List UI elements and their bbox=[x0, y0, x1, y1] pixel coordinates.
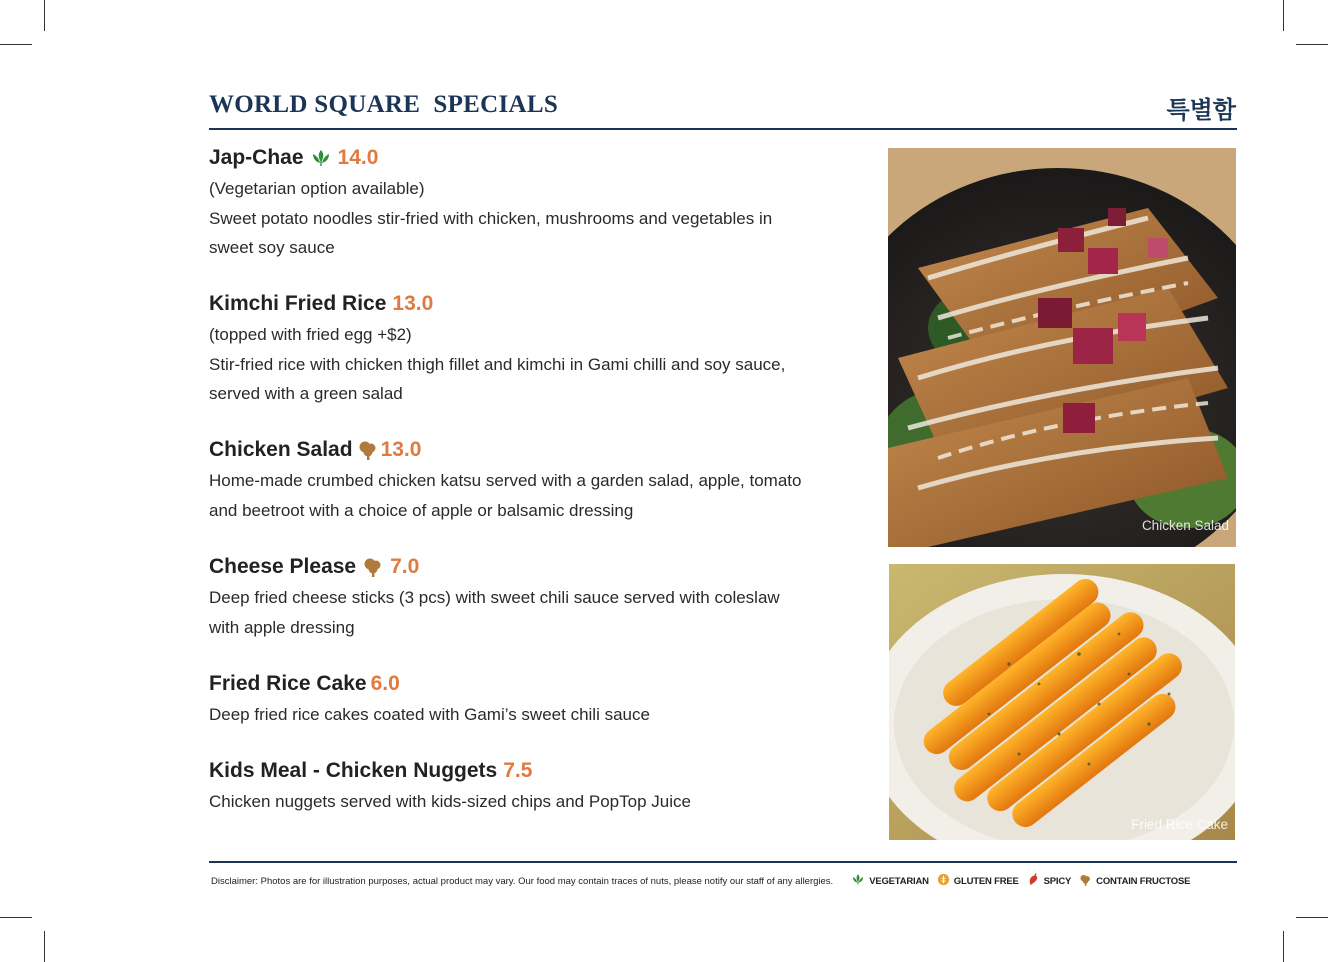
description-line: Chicken nuggets served with kids-sized chips and PopTop Juice bbox=[209, 792, 691, 811]
item-description bbox=[209, 320, 879, 409]
item-name: Kimchi Fried Rice bbox=[209, 292, 387, 315]
description-line: Sweet potato noodles stir-fried with chicken, mushrooms and vegetables in bbox=[209, 208, 773, 228]
item-title bbox=[209, 755, 879, 787]
menu-item bbox=[209, 551, 879, 642]
menu-item bbox=[209, 755, 879, 817]
page-title: WORLD SQUARE SPECIALS bbox=[209, 91, 559, 118]
crop-mark bbox=[0, 44, 32, 45]
legend-spicy bbox=[1027, 873, 1072, 890]
crop-mark bbox=[1296, 917, 1328, 918]
item-title bbox=[209, 551, 879, 583]
item-description bbox=[209, 583, 879, 642]
item-name: Kids Meal - Chicken Nuggets bbox=[209, 759, 498, 782]
item-price: 14.0 bbox=[337, 146, 379, 169]
gluten-free-icon bbox=[937, 873, 950, 889]
photo-caption: Fried Rice Cake bbox=[1131, 817, 1228, 832]
fried-rice-cake-image bbox=[889, 564, 1235, 840]
item-title bbox=[209, 288, 879, 320]
crop-mark bbox=[0, 917, 32, 918]
item-title bbox=[209, 142, 879, 174]
crop-mark bbox=[1283, 931, 1284, 962]
fried-rice-cake-photo bbox=[889, 564, 1235, 840]
legend-label: GLUTEN FREE bbox=[953, 875, 1019, 887]
item-price: 13.0 bbox=[392, 292, 434, 315]
item-title bbox=[209, 668, 879, 700]
legend-label: SPICY bbox=[1043, 875, 1072, 887]
item-description bbox=[209, 174, 879, 263]
vegetarian-leaf-icon bbox=[310, 148, 332, 168]
item-name: Jap-Chae bbox=[209, 146, 304, 169]
menu-item bbox=[209, 288, 879, 409]
legend-label: CONTAIN FRUCTOSE bbox=[1096, 875, 1191, 887]
description-line: (Vegetarian option available) bbox=[209, 179, 425, 198]
header-divider bbox=[209, 128, 1237, 130]
description-line: sweet soy sauce bbox=[209, 238, 335, 257]
fructose-icon bbox=[362, 556, 384, 578]
item-price: 7.0 bbox=[390, 555, 420, 578]
crop-mark bbox=[1296, 44, 1328, 45]
legend-gluten-free bbox=[937, 873, 1019, 889]
item-price: 7.5 bbox=[503, 759, 533, 782]
photo-caption: Chicken Salad bbox=[1141, 518, 1229, 533]
legend-label: VEGETARIAN bbox=[869, 875, 929, 887]
item-name: Chicken Salad bbox=[209, 438, 353, 461]
item-price: 13.0 bbox=[380, 438, 422, 461]
disclaimer-text: Disclaimer: Photos are for illustration purposes, actual product may vary. Our food may contain traces of nuts, please notify our staff of any allergies. bbox=[211, 875, 834, 887]
item-description bbox=[209, 787, 879, 817]
description-line: (topped with fried egg +$2) bbox=[209, 325, 412, 344]
menu-item bbox=[209, 668, 879, 730]
vegetarian-leaf-icon bbox=[851, 873, 865, 889]
description-line: Deep fried cheese sticks (3 pcs) with sweet chili sauce served with coleslaw bbox=[209, 588, 780, 607]
footer bbox=[211, 874, 1239, 888]
item-description bbox=[209, 466, 879, 525]
description-line: Deep fried rice cakes coated with Gami’s sweet chili sauce bbox=[209, 705, 650, 724]
legend-vegetarian bbox=[851, 873, 929, 889]
footer-divider bbox=[209, 861, 1237, 863]
item-name: Fried Rice Cake bbox=[209, 672, 367, 695]
item-description bbox=[209, 700, 879, 730]
chicken-salad-image bbox=[888, 148, 1236, 547]
chicken-salad-photo bbox=[888, 148, 1236, 547]
crop-mark bbox=[44, 931, 45, 962]
item-price: 6.0 bbox=[370, 672, 400, 695]
fructose-icon bbox=[357, 439, 379, 461]
fructose-icon bbox=[1079, 873, 1092, 890]
item-title bbox=[209, 434, 879, 466]
crop-mark bbox=[44, 0, 45, 31]
description-line: with apple dressing bbox=[209, 617, 355, 637]
legend-fructose bbox=[1079, 873, 1190, 890]
description-line: served with a green salad bbox=[209, 384, 403, 403]
chili-pepper-icon bbox=[1027, 873, 1040, 890]
menu-item bbox=[209, 142, 879, 263]
description-line: Home-made crumbed chicken katsu served with a garden salad, apple, tomato bbox=[209, 471, 802, 490]
crop-mark bbox=[1283, 0, 1284, 31]
description-line: Stir-fried rice with chicken thigh fillet and kimchi in Gami chilli and soy sauce, bbox=[209, 354, 786, 374]
korean-title: 특별함 bbox=[1166, 96, 1236, 124]
description-line: and beetroot with a choice of apple or balsamic dressing bbox=[209, 500, 634, 520]
menu-item bbox=[209, 434, 879, 525]
item-name: Cheese Please bbox=[209, 555, 357, 578]
